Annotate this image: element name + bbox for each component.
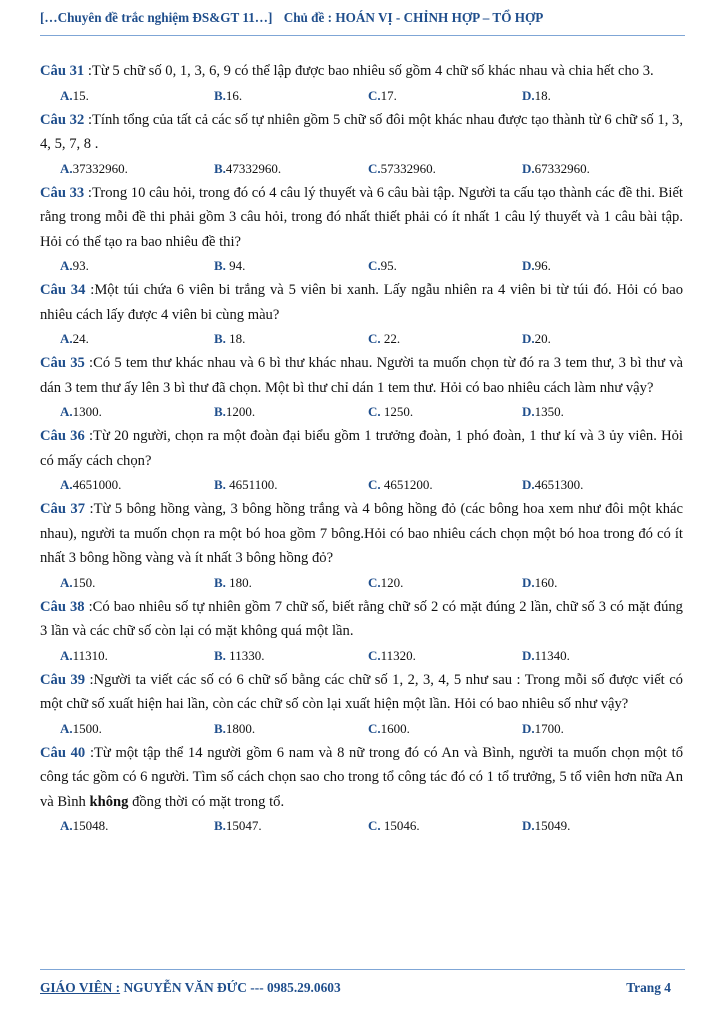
option-letter: D. (522, 404, 535, 419)
option-letter: B. (214, 720, 226, 736)
option-value: 1700. (534, 720, 564, 736)
option-value: 15047. (225, 818, 262, 833)
answer-option-a[interactable] (60, 571, 214, 595)
option-letter: C. (368, 574, 381, 590)
option-value: 20. (534, 331, 551, 346)
answer-option-d[interactable] (522, 327, 676, 351)
header-series: […Chuyên đề trắc nghiệm ĐS&GT 11…] (40, 10, 273, 25)
question-text (40, 108, 683, 157)
option-letter: C. (368, 477, 381, 492)
option-letter: D. (522, 331, 535, 346)
question-body: :Từ một tập thể 14 người gồm 6 nam và 8 nữ trong đó có An và Bình, người ta muốn chọn một tổ công tác gồm có 6 người. Tìm số cách chọn sao cho trong tổ công tác đó có 1 tổ trưởng, 5 tổ viên hơn nữa An và Bình (40, 744, 683, 810)
question-text (40, 278, 683, 327)
question-label: Câu 32 (40, 111, 85, 128)
option-letter: B. (214, 331, 226, 346)
answer-option-a[interactable] (60, 84, 214, 108)
option-letter: D. (522, 574, 535, 590)
answer-options (40, 327, 683, 351)
option-letter: D. (522, 818, 535, 833)
option-value: 1200. (225, 404, 256, 419)
question-body: :Từ 5 chữ số 0, 1, 3, 6, 9 có thể lập được bao nhiêu số gồm 4 chữ số khác nhau và chia hết cho 3. (87, 63, 654, 79)
option-value: 1350. (534, 404, 564, 419)
option-letter: D. (522, 477, 535, 492)
option-letter: A. (60, 647, 73, 663)
option-value: 1250. (383, 404, 414, 419)
option-value: 95. (380, 258, 397, 273)
question-body-end: đồng thời có mặt trong tổ. (128, 793, 285, 810)
answer-option-c[interactable] (368, 400, 522, 424)
option-letter: B. (214, 647, 226, 663)
question-label: Câu 37 (40, 501, 86, 517)
question-list (40, 59, 683, 838)
question-body: :Có bao nhiêu số tự nhiên gồm 7 chữ số, biết rằng chữ số 2 có mặt đúng 2 lần, chữ số 3 có mặt đúng 3 lần và các chữ số còn lại có mặt không quá một lần. (40, 598, 683, 639)
option-value: 180. (229, 574, 252, 590)
answer-options (40, 254, 683, 278)
answer-option-b[interactable] (214, 327, 368, 351)
answer-option-a[interactable] (60, 400, 214, 424)
option-value: 96. (534, 258, 551, 273)
option-value: 160. (534, 574, 558, 590)
answer-option-d[interactable] (522, 157, 676, 181)
answer-option-b[interactable] (214, 814, 368, 838)
option-value: 16. (225, 87, 243, 103)
option-letter: C. (368, 331, 381, 346)
option-letter: C. (368, 404, 381, 419)
question-label: Câu 38 (40, 598, 85, 615)
question-text (40, 497, 683, 571)
answer-options (40, 157, 683, 181)
answer-option-d[interactable] (522, 814, 676, 838)
question-34 (40, 278, 683, 351)
option-value: 94. (229, 258, 246, 273)
question-body: :Người ta viết các số có 6 chữ số bằng các chữ số 1, 2, 3, 4, 5 như sau : Trong mỗi số được viết có một chữ số xuất hiện hai lần, còn các chữ số còn lại xuất hiện một lần. Hỏi có bao nhiêu số như vậy? (40, 671, 683, 712)
option-value: 11340. (534, 647, 570, 663)
question-text (40, 424, 683, 473)
question-label: Câu 31 (40, 63, 85, 79)
answer-options (40, 814, 683, 838)
option-value: 15046. (383, 818, 420, 833)
option-value: 17. (380, 87, 397, 103)
question-label: Câu 39 (40, 671, 86, 688)
answer-options (40, 644, 683, 668)
question-text (40, 668, 683, 717)
option-value: 11330. (229, 647, 265, 663)
answer-option-c[interactable] (368, 473, 522, 497)
option-value: 18. (229, 331, 246, 346)
option-letter: A. (60, 574, 73, 590)
question-body: :Từ 20 người, chọn ra một đoàn đại biểu gồm 1 trưởng đoàn, 1 phó đoàn, 1 thư kí và 3 ủy viên. Hỏi có mấy cách chọn? (40, 428, 683, 469)
answer-option-a[interactable] (60, 254, 214, 278)
option-letter: B. (214, 160, 226, 176)
option-letter: D. (522, 720, 535, 736)
teacher-label: GIÁO VIÊN : (40, 980, 121, 995)
answer-option-d[interactable] (522, 84, 676, 108)
answer-option-c[interactable] (368, 327, 522, 351)
answer-option-b[interactable] (214, 84, 368, 108)
option-letter: A. (60, 818, 73, 833)
option-letter: A. (60, 477, 73, 492)
header-topic: Chủ đề : HOÁN VỊ - CHỈNH HỢP – TỔ HỢP (283, 10, 544, 25)
option-letter: A. (60, 331, 73, 346)
question-39 (40, 668, 683, 741)
answer-option-d[interactable] (522, 644, 676, 668)
option-value: 93. (72, 258, 89, 273)
question-body: :Tính tổng của tất cả các số tự nhiên gồm 5 chữ số đôi một khác nhau được tạo thành từ 6 chữ số 1, 3, 4, 5, 7, 8 . (40, 111, 684, 152)
option-value: 15048. (72, 818, 109, 833)
footer-divider (40, 969, 685, 970)
answer-option-a[interactable] (60, 814, 214, 838)
question-36 (40, 424, 683, 497)
answer-option-c[interactable] (368, 157, 522, 181)
question-body: :Một túi chứa 6 viên bi trắng và 5 viên bi xanh. Lấy ngẫu nhiên ra 4 viên bi từ túi đó. Hỏi có bao nhiêu cách lấy được 4 viên bi cùng màu? (40, 282, 683, 323)
answer-option-d[interactable] (522, 254, 676, 278)
option-value: 11320. (380, 647, 416, 663)
question-label: Câu 40 (40, 744, 86, 761)
option-letter: C. (368, 258, 381, 273)
option-letter: D. (522, 160, 535, 176)
option-value: 120. (380, 574, 404, 590)
question-32 (40, 108, 683, 181)
answer-options (40, 473, 683, 497)
answer-option-b[interactable] (214, 473, 368, 497)
question-40 (40, 741, 683, 839)
option-value: 11310. (72, 647, 108, 663)
question-label: Câu 36 (40, 428, 85, 444)
answer-option-b[interactable] (214, 400, 368, 424)
option-value: 1500. (72, 720, 102, 736)
option-value: 1300. (72, 404, 102, 419)
answer-option-c[interactable] (368, 571, 522, 595)
question-body: :Có 5 tem thư khác nhau và 6 bì thư khác nhau. Người ta muốn chọn từ đó ra 3 tem thư, 3 bì thư và dán 3 tem thư ấy lên 3 bì thư đã chọn. Một bì thư chỉ dán 1 tem thư. Hỏi có bao nhiêu cách làm như vậy? (40, 355, 684, 396)
answer-options (40, 571, 683, 595)
page-footer (40, 980, 685, 996)
answer-option-c[interactable] (368, 84, 522, 108)
answer-option-c[interactable] (368, 717, 522, 741)
option-letter: C. (368, 87, 381, 103)
question-text (40, 181, 683, 255)
question-emphasis: không (89, 793, 129, 810)
answer-options (40, 84, 683, 108)
question-label: Câu 35 (40, 355, 85, 371)
option-letter: A. (60, 720, 73, 736)
option-letter: D. (522, 87, 535, 103)
option-letter: C. (368, 160, 381, 176)
answer-option-a[interactable] (60, 327, 214, 351)
answer-option-c[interactable] (368, 644, 522, 668)
option-letter: A. (60, 258, 73, 273)
question-35 (40, 351, 683, 424)
option-letter: A. (60, 160, 73, 176)
header-divider (40, 35, 685, 36)
option-letter: C. (368, 818, 381, 833)
question-text (40, 351, 683, 400)
option-value: 4651000. (72, 477, 122, 492)
option-value: 1600. (380, 720, 410, 736)
option-letter: B. (214, 258, 226, 273)
question-38 (40, 595, 683, 668)
option-value: 22. (383, 331, 401, 346)
page-header (40, 10, 685, 26)
option-value: 15049. (534, 818, 571, 833)
option-letter: B. (214, 87, 226, 103)
question-text (40, 741, 683, 815)
option-value: 150. (72, 574, 96, 590)
answer-options (40, 717, 683, 741)
answer-option-d[interactable] (522, 400, 676, 424)
option-letter: D. (522, 647, 535, 663)
option-letter: B. (214, 818, 226, 833)
question-label: Câu 34 (40, 282, 86, 298)
option-value: 47332960. (225, 160, 282, 176)
answer-option-a[interactable] (60, 473, 214, 497)
question-text (40, 59, 683, 84)
answer-option-a[interactable] (60, 717, 214, 741)
option-value: 57332960. (380, 160, 436, 176)
answer-option-a[interactable] (60, 644, 214, 668)
answer-option-b[interactable] (214, 157, 368, 181)
answer-option-b[interactable] (214, 717, 368, 741)
option-value: 67332960. (534, 160, 590, 176)
question-body: :Từ 5 bông hồng vàng, 3 bông hồng trắng và 4 bông hồng đỏ (các bông hoa xem như đôi một khác nhau), người ta muốn chọn ra một bó hoa gồm 7 bông.Hỏi có bao nhiêu cách chọn một bó hoa trong đó có ít nhất 3 bông hồng vàng và ít nhất 3 bông hồng đỏ? (40, 501, 683, 566)
answer-options (40, 400, 683, 424)
option-value: 24. (72, 331, 89, 346)
answer-option-b[interactable] (214, 571, 368, 595)
option-letter: B. (214, 574, 226, 590)
option-value: 15. (72, 87, 89, 103)
option-value: 4651200. (383, 477, 433, 492)
option-value: 4651300. (534, 477, 584, 492)
option-letter: B. (214, 477, 226, 492)
option-letter: A. (60, 404, 73, 419)
option-value: 18. (534, 87, 551, 103)
question-text (40, 595, 683, 644)
option-letter: C. (368, 720, 381, 736)
option-letter: D. (522, 258, 535, 273)
question-body: :Trong 10 câu hỏi, trong đó có 4 câu lý thuyết và 6 câu bài tập. Người ta cấu tạo thành các đề thi. Biết rằng trong mỗi đề thi phải gồm 3 câu hỏi, trong đó nhất thiết phải có ít nhất 1 câu lý thuyết và 1 câu bài tập. Hỏi có thể tạo ra bao nhiêu đề thi? (40, 184, 683, 250)
question-31 (40, 59, 683, 108)
answer-option-c[interactable] (368, 814, 522, 838)
answer-option-d[interactable] (522, 571, 676, 595)
option-letter: C. (368, 647, 381, 663)
option-value: 37332960. (72, 160, 128, 176)
page-number: Trang 4 (626, 980, 671, 995)
question-33 (40, 181, 683, 279)
answer-option-c[interactable] (368, 254, 522, 278)
answer-option-d[interactable] (522, 473, 676, 497)
option-value: 1800. (225, 720, 256, 736)
answer-option-b[interactable] (214, 644, 368, 668)
teacher-info: NGUYỄN VĂN ĐỨC --- 0985.29.0603 (123, 980, 341, 995)
answer-option-d[interactable] (522, 717, 676, 741)
option-letter: B. (214, 404, 226, 419)
question-label: Câu 33 (40, 184, 85, 201)
option-letter: A. (60, 87, 73, 103)
answer-option-a[interactable] (60, 157, 214, 181)
question-37 (40, 497, 683, 595)
answer-option-b[interactable] (214, 254, 368, 278)
option-value: 4651100. (229, 477, 278, 492)
